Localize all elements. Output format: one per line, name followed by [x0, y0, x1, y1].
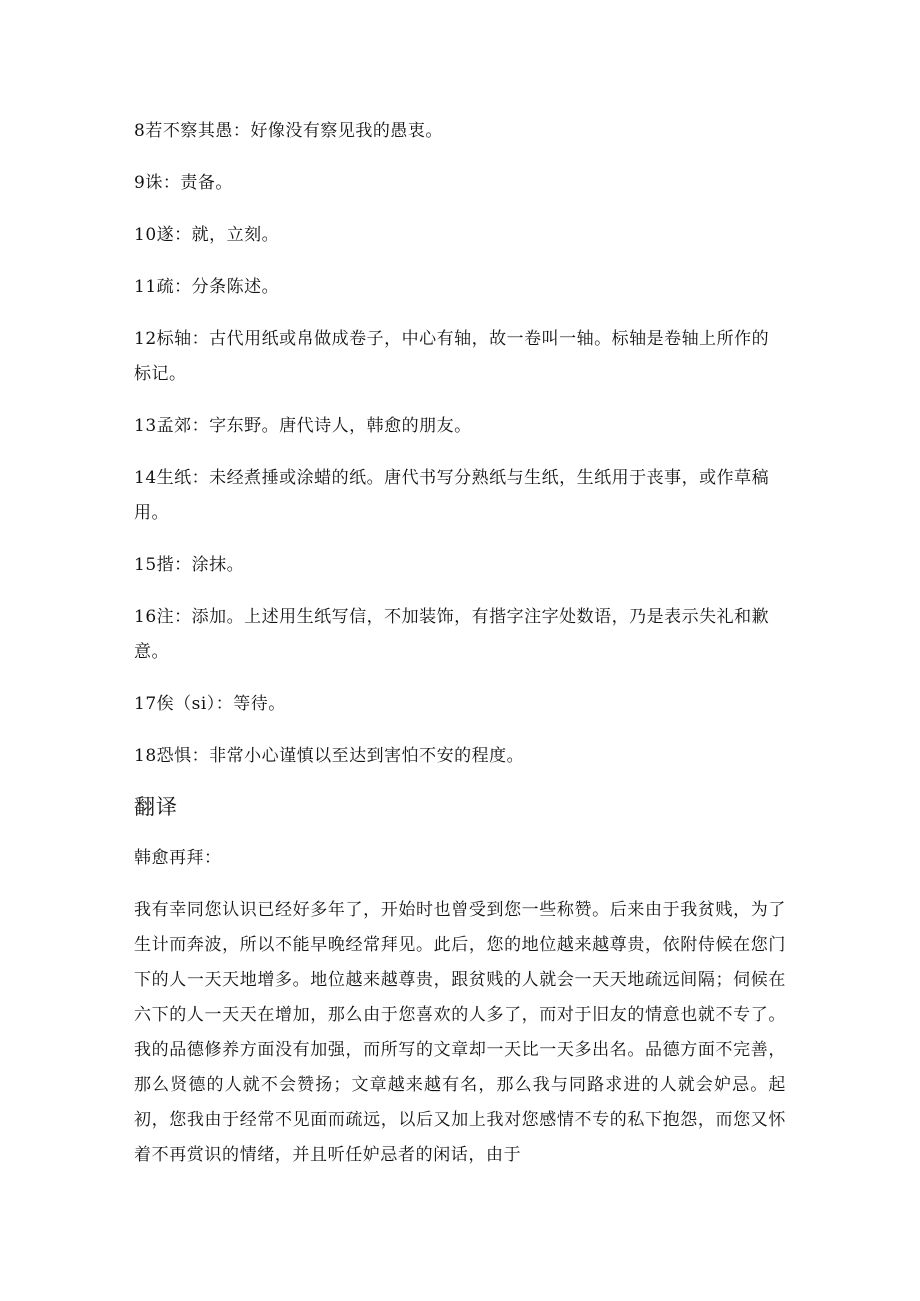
- annotation-13: 13孟郊：字东野。唐代诗人，韩愈的朋友。: [134, 416, 472, 436]
- annotation-17: 17俟（si）：等待。: [134, 694, 286, 714]
- annotation-10: 10遂：就，立刻。: [134, 225, 280, 245]
- annotation-8: 8若不察其愚：好像没有察见我的愚衷。: [134, 121, 443, 141]
- annotation-list: [134, 114, 786, 774]
- translation-body: 我有幸同您认识已经好多年了，开始时也曾受到您一些称赞。后来由于我贫贱，为了生计而奔波，所以不能早晚经常拜见。此后，您的地位越来越尊贵，依附侍候在您门下的人一天天地增多。地位越来越尊贵，跟贫贱的人就会一天天地疏远间隔；伺候在六下的人一天天在增加，那么由于您喜欢的人多了，而对于旧友的情意也就不专了。我的品德修养方面没有加强，而所写的文章却一天比一天多出名。品德方面不完善，那么贤德的人就不会赞扬；文章越来越有名，那么我与同路求进的人就会妒忌。起初，您我由于经常不见面而疏远，以后又加上我对您感情不专的私下抱怨，而您又怀着不再赏识的情绪，并且听任妒忌者的闲话，由于: [134, 900, 786, 1165]
- annotation-11: 11疏：分条陈述。: [134, 277, 280, 297]
- translation-heading: 翻译: [134, 795, 178, 819]
- annotation-15: 15揩：涂抹。: [134, 555, 245, 575]
- annotation-12: 12标轴：古代用纸或帛做成卷子，中心有轴，故一卷叫一轴。标轴是卷轴上所作的标记。: [134, 329, 770, 384]
- document-content: [134, 114, 786, 1173]
- annotation-14: 14生纸：未经煮捶或涂蜡的纸。唐代书写分熟纸与生纸，生纸用于丧事，或作草稿用。: [134, 468, 770, 523]
- annotation-9: 9诛：责备。: [134, 173, 233, 193]
- annotation-16: 16注：添加。上述用生纸写信，不加装饰，有揩字注字处数语，乃是表示失礼和歉意。: [134, 607, 770, 662]
- annotation-18: 18恐惧：非常小心谨慎以至达到害怕不安的程度。: [134, 746, 525, 766]
- translation-salutation: 韩愈再拜：: [134, 848, 222, 868]
